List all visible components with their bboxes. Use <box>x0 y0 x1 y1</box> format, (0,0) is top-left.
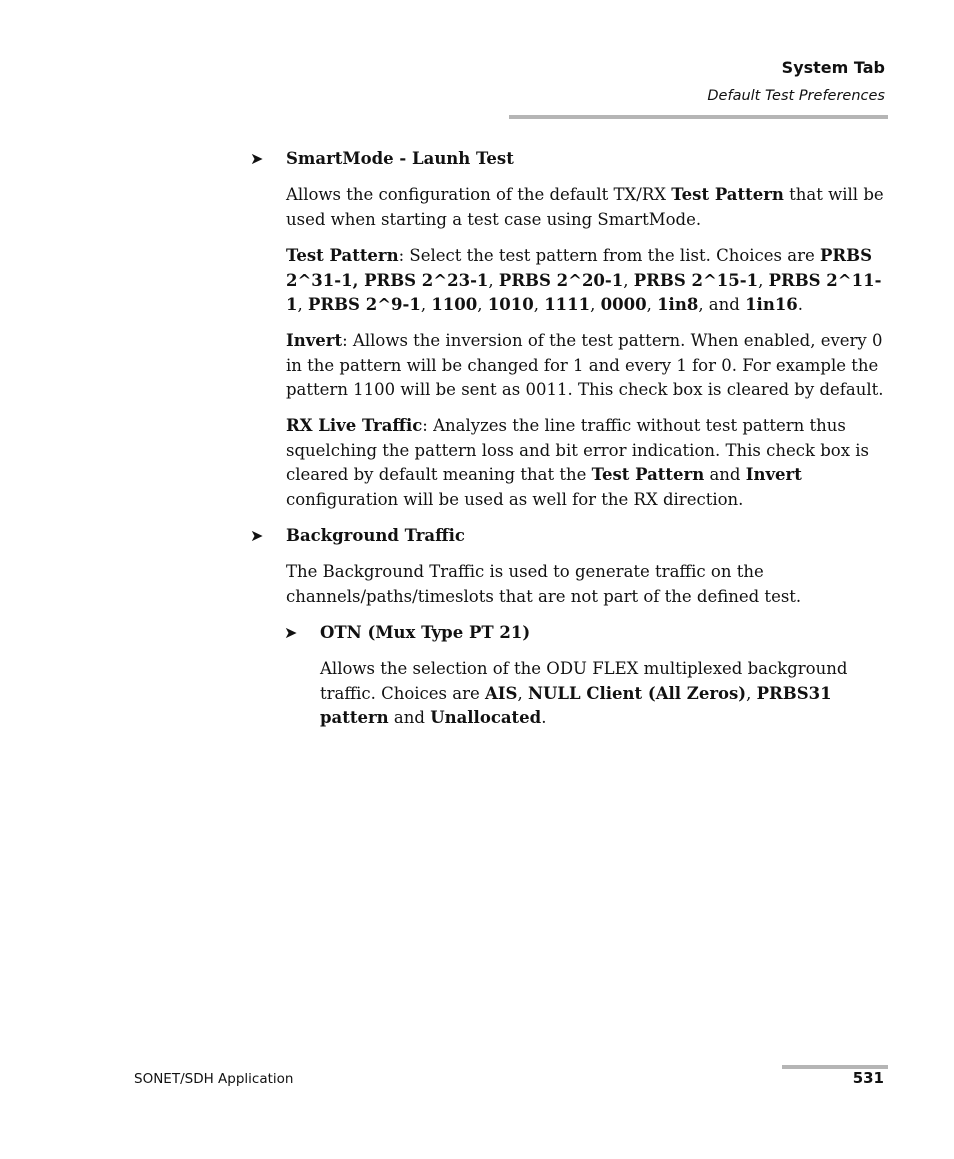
text-run: : Select the test pattern from the list. Choices are <box>398 246 820 265</box>
choice: 1in16 <box>745 295 798 314</box>
text-run: Allows the configuration of the default TX/RX <box>286 185 672 204</box>
footer-document-title: SONET/SDH Application <box>134 1071 294 1087</box>
smartmode-heading <box>250 147 514 172</box>
text-run: : Allows the inversion of the test pattern. When enabled, every 0 in the pattern will be changed for 1 and every 1 for 0. For example the pattern 1100 will be sent as 0011. This check box is cleared by default. <box>286 331 884 399</box>
sep: , <box>420 295 432 314</box>
choice: 1111 <box>544 295 591 314</box>
choice: 1in8 <box>657 295 699 314</box>
bold-run: Invert <box>745 465 802 484</box>
sep: , <box>477 295 488 314</box>
sep: . <box>541 708 547 727</box>
sep: , <box>488 270 499 290</box>
sep: , <box>623 270 634 290</box>
arrow-bullet-icon: ➤ <box>250 149 264 168</box>
sep: , <box>746 683 757 703</box>
term-test-pattern: Test Pattern <box>286 246 399 265</box>
bold-run: Test Pattern <box>591 465 705 484</box>
otn-heading <box>284 621 531 646</box>
choice: PRBS 2^31-1, PRBS 2^23-1 <box>286 246 872 290</box>
choice: PRBS 2^9-1 <box>307 295 421 314</box>
header-rule <box>509 115 888 119</box>
choice: NULL Client (All Zeros) <box>527 683 747 703</box>
background-traffic-intro <box>286 560 886 609</box>
smartmode-intro <box>286 183 886 232</box>
sep: . <box>797 295 804 314</box>
rx-live-traffic-description <box>286 414 886 512</box>
choice: 1010 <box>487 295 534 314</box>
text-run: that will be used when starting a test case using SmartMode. <box>286 185 884 229</box>
text-run: configuration will be used as well for the RX direction. <box>286 489 744 509</box>
text-run: The Background Traffic is used to generate traffic on the channels/paths/timeslots that are not part of the defined test. <box>286 562 802 606</box>
choice: PRBS31 pattern <box>320 683 832 727</box>
choice: 1100 <box>431 295 478 314</box>
header-subtitle: Default Test Preferences <box>707 88 885 104</box>
sep: and <box>388 708 431 727</box>
arrow-bullet-icon: ➤ <box>284 623 298 642</box>
page-number: 531 <box>852 1069 884 1087</box>
otn-heading-text: OTN (Mux Type PT 21) <box>320 623 531 642</box>
choice: PRBS 2^20-1 <box>498 270 624 290</box>
sep: , <box>517 683 528 703</box>
text-run: and <box>704 465 746 484</box>
otn-description <box>320 657 886 731</box>
sep: , <box>533 295 545 314</box>
choice: Unallocated <box>430 708 542 727</box>
invert-description <box>286 329 886 403</box>
bold-run: Test Pattern <box>671 185 784 204</box>
header-title: System Tab <box>781 58 885 77</box>
choice: 0000 <box>600 295 647 314</box>
sep: , <box>297 295 308 314</box>
term-rx-live-traffic: RX Live Traffic <box>286 416 423 435</box>
choice: PRBS 2^11-1 <box>286 270 882 314</box>
sep: , <box>646 295 658 314</box>
smartmode-heading-text: SmartMode - Launh Test <box>286 149 514 168</box>
arrow-bullet-icon: ➤ <box>250 526 264 545</box>
sep: , <box>590 295 601 314</box>
test-pattern-description <box>286 244 886 318</box>
background-traffic-heading <box>250 524 465 549</box>
background-traffic-heading-text: Background Traffic <box>286 526 465 545</box>
choice: AIS <box>485 683 518 703</box>
choice: PRBS 2^15-1 <box>633 270 759 290</box>
sep: , <box>758 270 769 290</box>
text-run: Allows the selection of the ODU FLEX multiplexed background traffic. Choices are <box>320 659 848 703</box>
term-invert: Invert <box>286 331 343 350</box>
sep: , and <box>698 295 746 314</box>
text-run: : Analyzes the line traffic without test pattern thus squelching the pattern loss and bit error indication. This check box is cleared by default meaning that the <box>286 416 870 484</box>
